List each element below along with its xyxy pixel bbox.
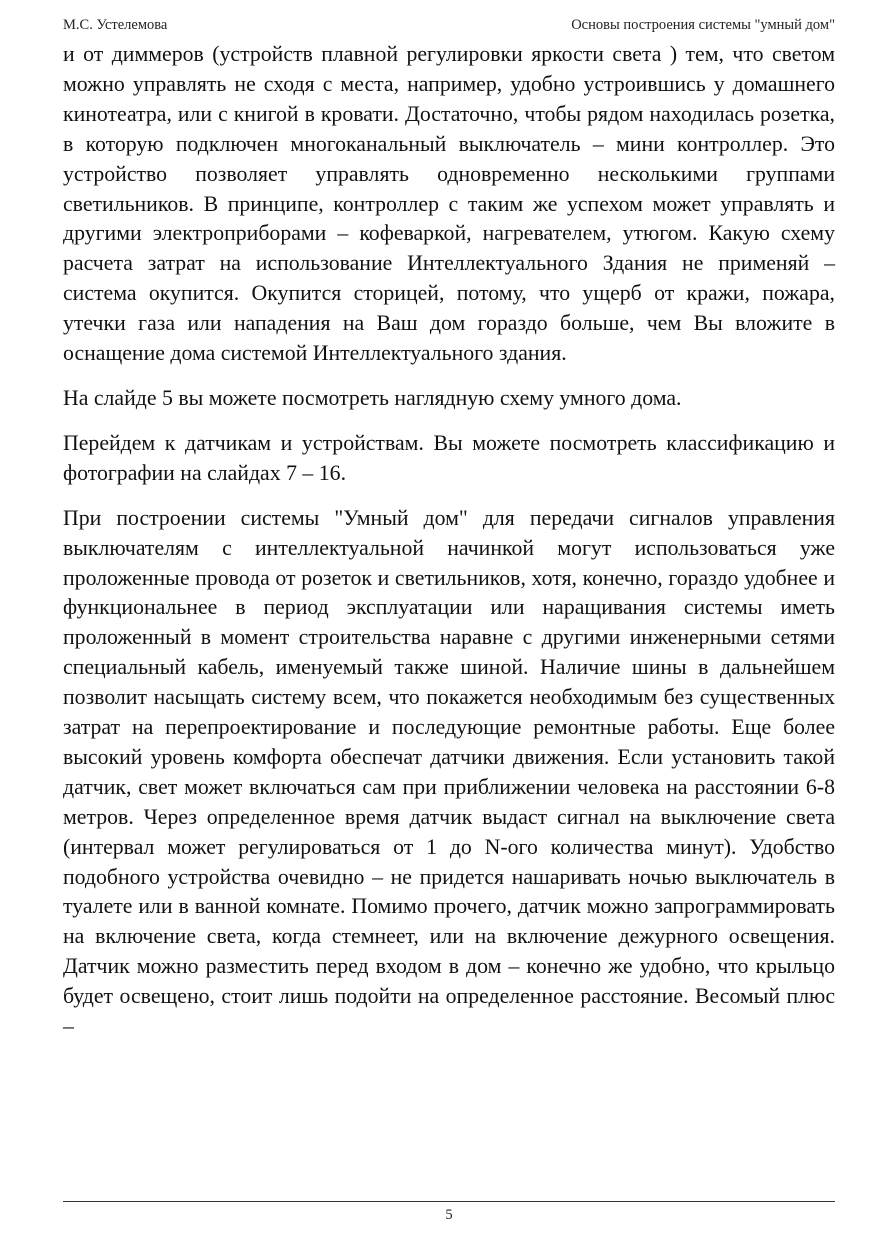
- body-text: [63, 40, 835, 1057]
- header-document-title: Основы построения системы "умный дом": [571, 17, 835, 33]
- page-number: 5: [445, 1207, 453, 1223]
- footer-divider: [63, 1201, 835, 1202]
- paragraph-sensors-intro: Перейдем к датчикам и устройствам. Вы можете посмотреть классификацию и фотографии на слайдах 7 – 16.: [63, 430, 835, 485]
- header-author: М.С. Устелемова: [63, 17, 168, 33]
- paragraph-slide-5: На слайде 5 вы можете посмотреть наглядную схему умного дома.: [63, 385, 682, 410]
- paragraph-smart-home-bus: При построении системы "Умный дом" для передачи сигналов управления выключателям с интеллектуальной начинкой могут использоваться уже проложенные провода от розеток и светильников, хотя, конечно, гораздо удобнее и функциональнее в период эксплуатации или наращивания системы иметь проложенный в момент строительства наравне с другими инженерными сетями специальный кабель, именуемый также шиной. Наличие шины в дальнейшем позволит насыщать систему всем, что покажется необходимым без существенных затрат на перепроектирование и последующие ремонтные работы. Еще более высокий уровень комфорта обеспечат датчики движения. Если установить такой датчик, свет может включаться сам при приближении человека на расстоянии 6-8 метров. Через определенное время датчик выдаст сигнал на выключение света (интервал может регулироваться от 1 до N-ого количества минут). Удобство подобного устройства очевидно – не придется нашаривать ночью выключатель в туалете или в ванной комнате. Помимо прочего, датчик можно запрограммировать на включение света, когда стемнеет, или на включение дежурного освещения. Датчик можно разместить перед входом в дом – конечно же удобно, что крыльцо будет освещено, стоит лишь подойти на определенное расстояние. Весомый плюс –: [63, 505, 835, 1039]
- paragraph-continuation: и от диммеров (устройств плавной регулировки яркости света ) тем, что светом можно управлять не сходя с места, например, удобно устроившись у домашнего кинотеатра, или с книгой в кровати. Достаточно, чтобы рядом находилась розетка, в которую подключен многоканальный выключатель – мини контроллер. Это устройство позволяет управлять одновременно несколькими группами светильников. В принципе, контроллер с таким же успехом может управлять и другими электроприборами – кофеваркой, нагревателем, утюгом. Какую схему расчета затрат на использование Интеллектуального Здания не применяй – система окупится. Окупится сторицей, потому, что ущерб от кражи, пожара, утечки газа или нападения на Ваш дом гораздо больше, чем Вы вложите в оснащение дома системой Интеллектуального здания.: [63, 42, 835, 366]
